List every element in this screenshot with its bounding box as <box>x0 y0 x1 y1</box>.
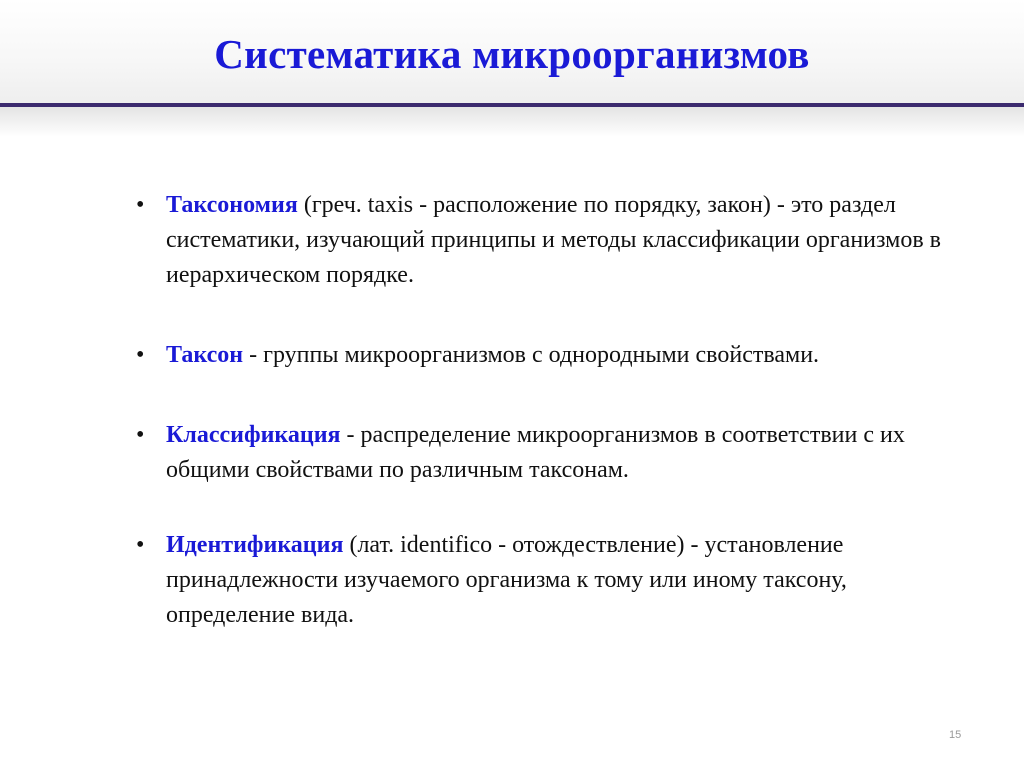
bullet-icon: • <box>136 192 145 218</box>
bullet-icon: • <box>136 532 145 558</box>
title-shadow <box>0 107 1024 137</box>
definition-classification: - распределение микроорганизмов в соответствии с их общими свойствами по различным таксонам. <box>166 422 905 483</box>
term-classification: Классификация <box>166 422 341 448</box>
term-taxonomy: Таксономия <box>166 192 298 218</box>
bullet-icon: • <box>136 342 145 368</box>
definition-taxonomy: (греч. taxis - расположение по порядку, закон) - это раздел систематики, изучающий принципы и методы классификации организмов в иерархическом порядке. <box>166 192 941 288</box>
page-number: 15 <box>949 729 962 741</box>
bullet-taxon <box>136 338 976 373</box>
bullet-taxonomy <box>136 188 976 293</box>
bullet-list <box>136 188 976 633</box>
bullet-identification <box>136 528 976 633</box>
term-taxon: Таксон <box>166 342 244 368</box>
term-identification: Идентификация <box>166 532 344 558</box>
bullet-icon: • <box>136 422 145 448</box>
definition-taxon: - группы микроорганизмов с однородными свойствами. <box>243 342 820 368</box>
slide-title: Систематика микроорганизмов <box>214 31 810 77</box>
definition-identification: (лат. identifico - отождествление) - установление принадлежности изучаемого организма к тому или иному таксону, определение вида. <box>166 532 847 628</box>
bullet-classification <box>136 418 976 488</box>
